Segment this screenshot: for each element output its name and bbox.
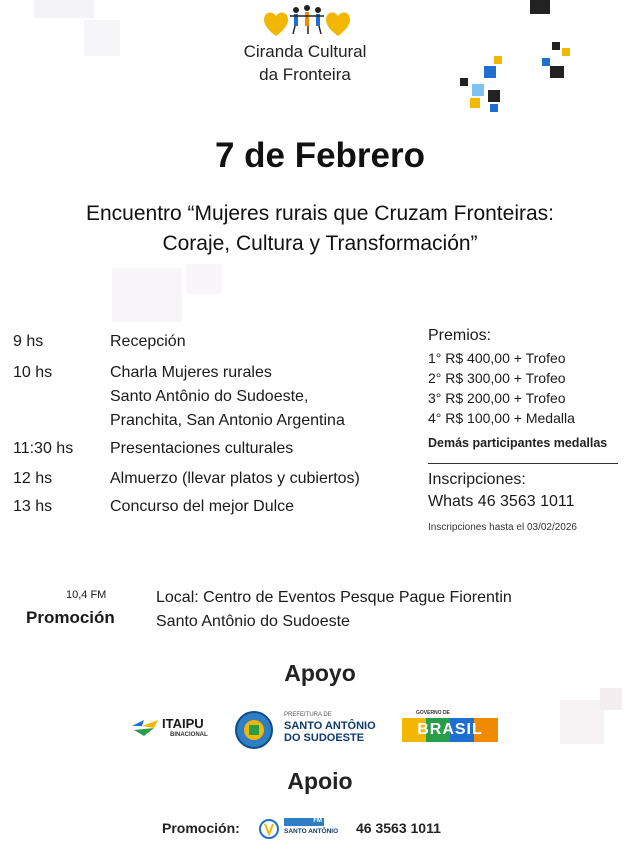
decor-square bbox=[562, 48, 570, 56]
decor-square bbox=[542, 58, 550, 66]
itaipu-logo bbox=[130, 714, 225, 742]
event-title-line1: Encuentro “Mujeres rurais que Cruzam Fronteiras: bbox=[85, 202, 554, 225]
prize-item: 1° R$ 400,00 + Trofeo bbox=[428, 350, 566, 366]
radio-frequency: 10,4 FM bbox=[66, 589, 107, 601]
schedule-activity: Almuerzo (llevar platos y cubiertos) bbox=[110, 470, 360, 487]
divider bbox=[428, 463, 618, 464]
registration-whatsapp[interactable]: Whats 46 3563 1011 bbox=[428, 493, 575, 510]
organization-name bbox=[200, 40, 410, 86]
radio-station-logo bbox=[284, 818, 348, 840]
santo-antonio-line2: DO SUDOESTE bbox=[284, 732, 365, 744]
schedule-activity: Charla Mujeres rurales bbox=[110, 364, 272, 381]
schedule-activity: Pranchita, San Antonio Argentina bbox=[110, 412, 345, 429]
venue-name: Local: Centro de Eventos Pesque Pague Fiorentin bbox=[156, 589, 512, 606]
decor-square bbox=[472, 84, 484, 96]
schedule-activity: Presentaciones culturales bbox=[110, 440, 294, 457]
schedule-activity: Santo Antônio do Sudoeste, bbox=[110, 388, 309, 405]
decor-square bbox=[186, 264, 222, 294]
decor-square bbox=[484, 66, 496, 78]
schedule-time: 9 hs bbox=[13, 333, 44, 350]
itaipu-mark-icon bbox=[130, 716, 160, 738]
support-heading-es: Apoyo bbox=[284, 660, 356, 686]
santo-antonio-line1: SANTO ANTÔNIO bbox=[284, 720, 376, 732]
decor-square bbox=[460, 78, 468, 86]
brasil-wordmark bbox=[402, 718, 498, 742]
promotion-label: Promoción bbox=[26, 608, 115, 627]
venue-city: Santo Antônio do Sudoeste bbox=[156, 613, 350, 630]
registration-deadline: Inscripciones hasta el 03/02/2026 bbox=[428, 522, 577, 533]
governo-brasil-logo bbox=[402, 710, 498, 750]
decor-square bbox=[84, 20, 120, 56]
schedule-time: 10 hs bbox=[13, 364, 53, 381]
support-heading-pt: Apoio bbox=[287, 768, 353, 794]
decor-square bbox=[494, 56, 502, 64]
schedule-time: 13 hs bbox=[13, 498, 53, 515]
other-participants-note: Demás participantes medallas bbox=[428, 436, 608, 450]
event-title bbox=[0, 199, 640, 259]
footer-promotion-label: Promoción: bbox=[162, 820, 240, 836]
decor-square bbox=[490, 104, 498, 112]
prize-item: 4° R$ 100,00 + Medalla bbox=[428, 410, 575, 426]
schedule-activity: Recepción bbox=[110, 333, 186, 350]
radio-logo-line2: SANTO ANTÔNIO bbox=[284, 828, 339, 835]
decor-square bbox=[112, 268, 182, 322]
decor-square bbox=[600, 688, 622, 710]
schedule-time: 12 hs bbox=[13, 470, 53, 487]
decor-square bbox=[550, 66, 564, 78]
santo-antonio-logo bbox=[284, 712, 384, 746]
ciranda-logo-icon bbox=[262, 4, 352, 38]
organization-name-line2: da Fronteira bbox=[259, 65, 351, 84]
decor-square bbox=[552, 42, 560, 50]
brasil-word: BRASIL bbox=[417, 721, 483, 738]
radio-logo-line1: FM bbox=[284, 818, 324, 826]
decor-square bbox=[560, 700, 604, 744]
itaipu-subtitle: BINACIONAL bbox=[170, 732, 208, 738]
brasil-prefix: GOVERNO DE bbox=[416, 710, 450, 716]
decor-square bbox=[470, 98, 480, 108]
schedule-activity: Concurso del mejor Dulce bbox=[110, 498, 295, 515]
event-title-line2: Coraje, Cultura y Transformación” bbox=[162, 232, 478, 255]
prize-item: 3° R$ 200,00 + Trofeo bbox=[428, 390, 566, 406]
santo-antonio-prefix: PREFEITURA DE bbox=[284, 712, 332, 718]
decor-square bbox=[488, 90, 500, 102]
event-date: 7 de Febrero bbox=[214, 136, 426, 175]
prizes-title: Premios: bbox=[428, 327, 492, 344]
radio-logo-icon bbox=[256, 818, 282, 840]
schedule-time: 11:30 hs bbox=[13, 440, 74, 457]
footer-phone[interactable]: 46 3563 1011 bbox=[356, 820, 441, 836]
organization-name-line1: Ciranda Cultural bbox=[243, 42, 367, 61]
prize-item: 2° R$ 300,00 + Trofeo bbox=[428, 370, 566, 386]
registration-title: Inscripciones: bbox=[428, 471, 526, 488]
decor-square bbox=[530, 0, 550, 14]
decor-square bbox=[34, 0, 94, 18]
municipal-seal-icon bbox=[232, 710, 276, 750]
itaipu-name: ITAIPU bbox=[162, 716, 204, 731]
